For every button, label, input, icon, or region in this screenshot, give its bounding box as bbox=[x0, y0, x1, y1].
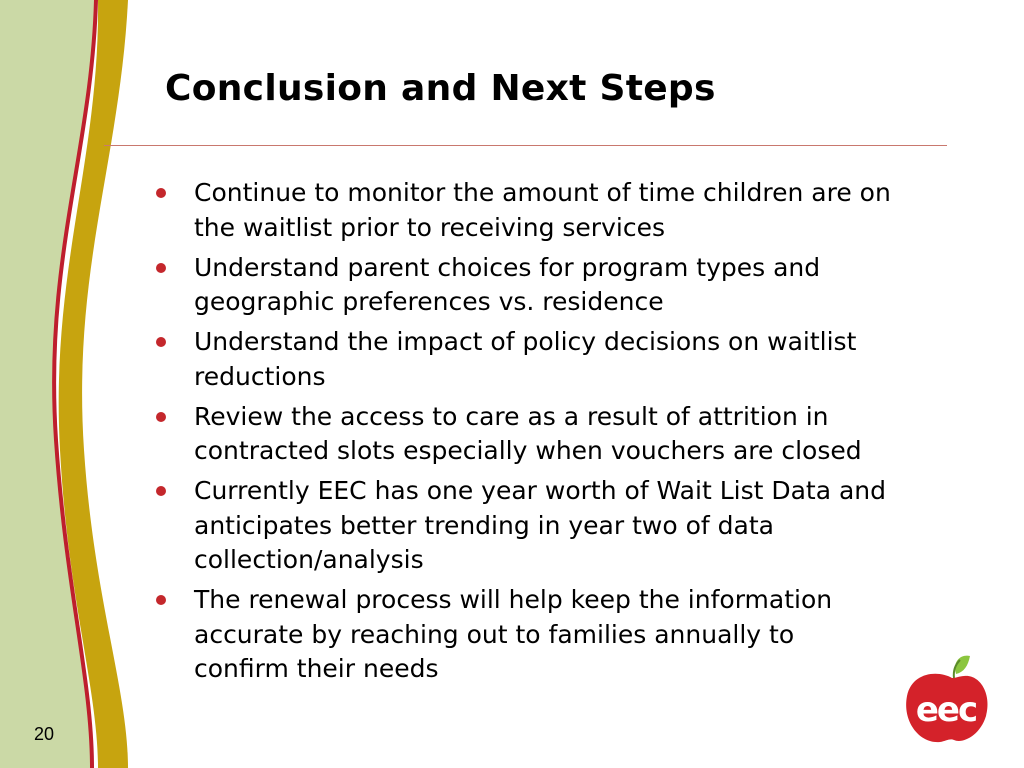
bullet-list bbox=[155, 176, 895, 692]
bullet-item bbox=[155, 400, 895, 469]
decorative-side-band bbox=[0, 0, 140, 768]
bullet-item bbox=[155, 474, 895, 578]
bullet-dot-icon bbox=[156, 595, 166, 605]
bullet-text: Currently EEC has one year worth of Wait List Data and anticipates better trending in year two of data collection/analysis bbox=[194, 476, 887, 574]
slide-title: Conclusion and Next Steps bbox=[165, 68, 716, 109]
bullet-text: Understand parent choices for program types and geographic preferences vs. residence bbox=[194, 252, 821, 316]
page-number: 20 bbox=[34, 724, 55, 744]
bullet-dot-icon bbox=[156, 412, 166, 422]
bullet-item bbox=[155, 583, 895, 687]
bullet-text: Continue to monitor the amount of time children are on the waitlist prior to receiving services bbox=[194, 178, 891, 242]
bullet-item bbox=[155, 251, 895, 320]
bullet-text: Understand the impact of policy decisions on waitlist reductions bbox=[194, 327, 857, 391]
bullet-text: Review the access to care as a result of attrition in contracted slots especially when vouchers are closed bbox=[194, 401, 862, 465]
bullet-text: The renewal process will help keep the information accurate by reaching out to families annually to confirm their needs bbox=[194, 585, 833, 683]
bullet-item bbox=[155, 325, 895, 394]
eec-apple-logo bbox=[898, 652, 994, 748]
bullet-dot-icon bbox=[156, 188, 166, 198]
logo-text: eec bbox=[915, 690, 977, 730]
bullet-dot-icon bbox=[156, 337, 166, 347]
title-divider bbox=[104, 145, 947, 146]
bullet-dot-icon bbox=[156, 486, 166, 496]
bullet-item bbox=[155, 176, 895, 245]
bullet-dot-icon bbox=[156, 263, 166, 273]
